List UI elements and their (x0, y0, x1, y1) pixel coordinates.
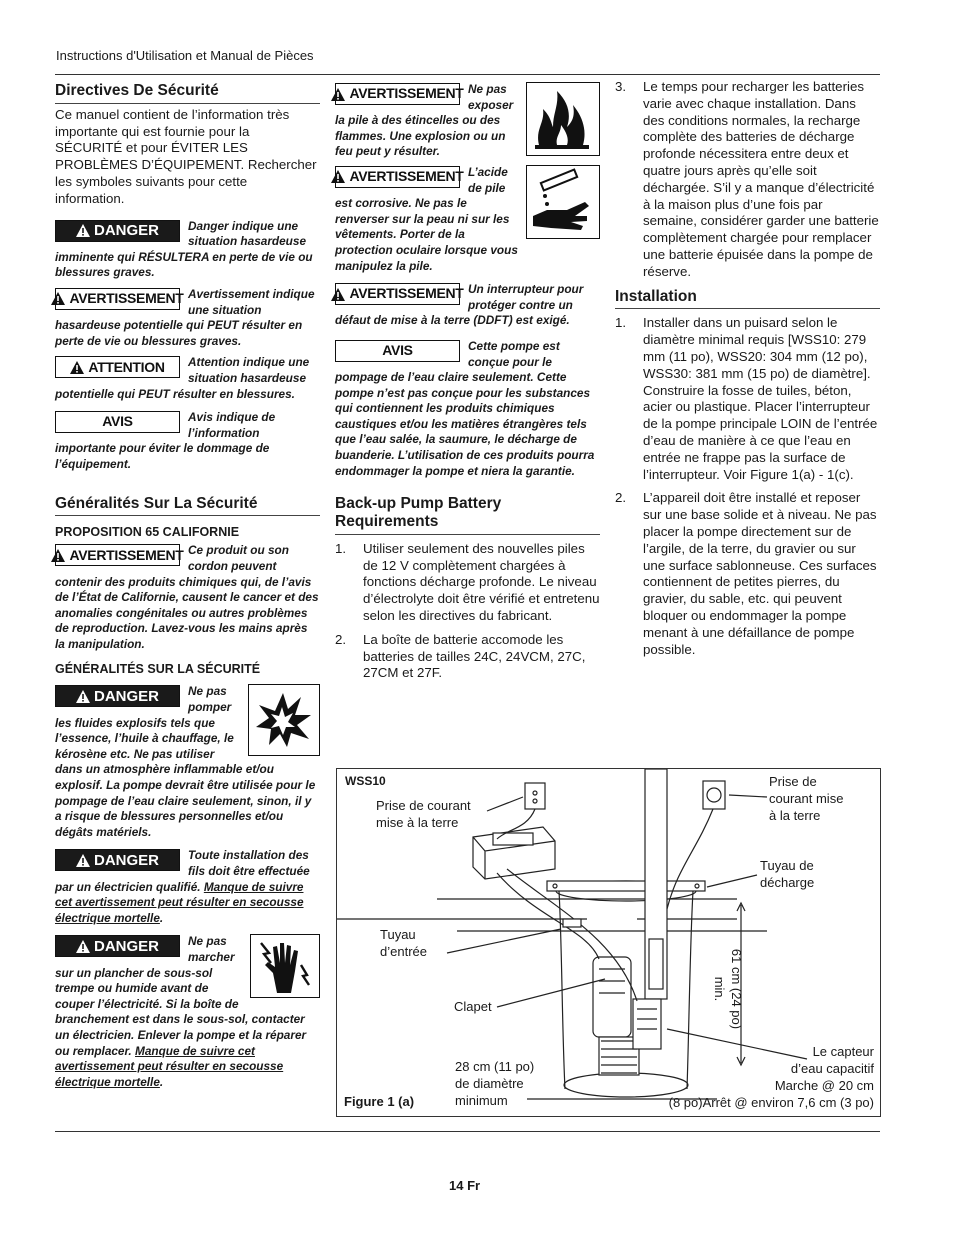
footer-rule (55, 1131, 880, 1132)
warning-triangle-icon (331, 170, 345, 183)
discharge-pipe-label: Tuyau de décharge (760, 858, 815, 890)
list-item: 1. Installer dans un puisard selon le diamètre minimal requis [WSS10: 279 mm (11 po), WSS20: 304 mm (12 po), WSS30: 381 mm (15 po) de diamètre]. Construire la fosse de tuiles, béton, acier ou plastique. Placer l’interrupteur de la pompe principale LOIN de l’entrée d’eau de manière à ce que l’eau en entrée ne frappe pas la surface de l’interrupteur. Voir Figure 1(a) - 1(c). (615, 315, 878, 482)
inlet-pipe-label: Tuyau d’entrée (380, 927, 427, 959)
figure-model-label: WSS10 (345, 774, 386, 788)
avertissement-label: AVERTISSEMENT (335, 83, 460, 105)
avis-label: AVIS (55, 411, 180, 433)
column-3 (615, 79, 880, 665)
battery-requirements-list (335, 541, 600, 682)
danger-electrician: DANGER Toute installation des fils doit être effectuée par un électricien qualifié. Manque de suivre cet avertissement peut résulter en secousse électrique mortelle. (55, 848, 310, 925)
danger-definition: DANGER Danger indique une situation hasardeuse imminente qui RÉSULTERA en perte de vie ou blessures graves. (55, 218, 313, 280)
warning-triangle-icon (76, 940, 90, 953)
section-title-installation: Installation (615, 288, 880, 310)
section-title-battery-requirements: Back-up Pump Battery Requirements (335, 495, 600, 535)
general-safety-subtitle: GÉNÉRALITÉS SUR LA SÉCURITÉ (55, 662, 261, 677)
warning-triangle-icon (76, 224, 90, 237)
warning-triangle-icon (51, 549, 65, 562)
avertissement-label: AVERTISSEMENT (55, 288, 180, 310)
section-title-safety-directives: Directives De Sécurité (55, 82, 320, 104)
section-title-general-safety: Généralités Sur La Sécurité (55, 495, 320, 517)
electric-shock-hand-icon (250, 934, 320, 998)
list-item: 2. L’appareil doit être installé et reposer sur une base solide et à niveau. Ne pas placer la pompe directement sur de l’argile, de la terre, du gravier ou sur une surface sablonneuse. Ces surfaces contiennent de petites pierres, du gravier, du sable, etc. qui peuvent bloquer ou endommager la pompe menant à une défaillance de pompe possible. (615, 490, 877, 657)
avertissement-definition: AVERTISSEMENT Avertissement indique une situation hasardeuse potentielle qui PEUT résulter en perte de vie ou blessures graves. (55, 287, 320, 349)
header-rule (55, 74, 880, 75)
danger-label: DANGER (55, 220, 180, 242)
warning-sparks: AVERTISSEMENT Ne pas exposer la pile à des étincelles ou des flammes. Une explosion ou un feu peut y résulter. (335, 82, 600, 160)
acid-burn-icon (526, 165, 600, 239)
danger-label: DANGER (55, 685, 180, 707)
outlet-right-label: Prise de courant mise à la terre (769, 774, 844, 823)
battery-recharge-list (615, 79, 880, 281)
warning-triangle-icon (51, 292, 65, 305)
installation-list (615, 315, 880, 658)
avertissement-label: AVERTISSEMENT (335, 166, 460, 188)
prop65-title: PROPOSITION 65 CALIFORNIE (55, 525, 240, 540)
figure-caption: Figure 1 (a) (344, 1094, 415, 1109)
avis-definition: AVIS Avis indique de l’information importante pour éviter le dommage de l’équipement. (55, 410, 276, 471)
fire-icon (526, 82, 600, 156)
page-header: Instructions d'Utilisation et Manual de Pièces (56, 48, 314, 63)
list-item: 3. Le temps pour recharger les batteries varie avec chaque installation. Dans des conditions normales, la recharge complète des batteries de décharge profonde nécessitera entre deux et quatre jours après qu’elle soit déchargée. S’il y a manque d’électricité à la maison plus d’une fois par semaine, considérer garder une batterie complètement chargée pour remplacer une batterie épuisée dans la pompe de réserve. (615, 79, 879, 279)
warning-triangle-icon (331, 88, 345, 101)
danger-label: DANGER (55, 849, 180, 871)
attention-definition: ATTENTION Attention indique une situation hasardeuse potentielle qui PEUT résulter en blessures. (55, 355, 310, 401)
attention-label: ATTENTION (55, 356, 180, 378)
prop65-warning: AVERTISSEMENT Ce produit ou son cordon peuvent contenir des produits chimiques qui, de l’avis de l’État de Californie, causent le cancer et des anomalies congénitales ou autres problèmes de reproduction. Lavez-vous les mains après la manipulation. (55, 543, 320, 652)
column-1 (55, 78, 320, 1090)
outlet-left-label: Prise de courant mise à la terre (376, 798, 471, 830)
avertissement-label: AVERTISSEMENT (55, 544, 180, 566)
avis-label: AVIS (335, 340, 460, 362)
danger-wet-floor: DANGER Ne pas marcher sur un plancher de sous-sol trempe ou humide avant de couper l’électricité. Si la boîte de branchement est dans le sous-sol, contacter un électricien. Enlever la pompe et la réparer ou remplacer. Manque de suivre cet avertissement peut résulter en secousse électrique mortelle. (55, 934, 320, 1090)
warning-triangle-icon (76, 854, 90, 867)
avertissement-label: AVERTISSEMENT (335, 283, 460, 305)
figure-1a (336, 768, 881, 1117)
list-item: 2. La boîte de batterie accomode les batteries de tailles 24C, 24VCM, 27C, 27CM et 27F. (335, 631, 586, 681)
sensor-label: Le capteur d’eau capacitif Marche @ 20 cm (8 po)Arrêt @ environ 7,6 cm (3 po) (668, 1044, 874, 1110)
diameter-label: 28 cm (11 po) de diamètre minimum (455, 1059, 535, 1108)
warning-triangle-icon (76, 690, 90, 703)
explosion-icon (248, 684, 320, 756)
danger-explosive-fluids: DANGER Ne pas pomper les fluides explosifs tels que l’essence, l’huile à chauffage, le kérosène etc. Ne pas utiliser dans un atmosphère inflammable et/ou explosif. La pompe devrait être utilisée pour le pompage de l’eau claire seulement, sinon, il y a risque de blessures personnelles et/ou dégâts matériels. (55, 684, 320, 840)
column-2 (335, 82, 600, 689)
warning-gfci: AVERTISSEMENT Un interrupteur pour protéger contre un défaut de mise à la terre (DDFT) est exigé. (335, 282, 600, 329)
list-item: 1. Utiliser seulement des nouvelles piles de 12 V complètement chargées à fonctions décharge profonde. Le niveau d’électrolyte doit être vérifié et entretenu selon les directives du fabricant. (335, 540, 600, 624)
depth-label: 61 cm (24 po) min. (712, 948, 744, 1030)
warning-triangle-icon (331, 288, 345, 301)
warning-triangle-icon (70, 361, 84, 374)
avis-clear-water: AVIS Cette pompe est conçue pour le pompage de l’eau claire seulement. Cette pompe n’est pas conçue pour les substances qui contiennent les produits chimiques caustiques et/ou les matières étrangères tels que l’eau salée, la saumure, le décharge de buanderie. L’utilisation de ces produits pourra endommager la pompe et niera la garantie. (335, 338, 595, 478)
danger-label: DANGER (55, 935, 180, 957)
warning-acid: AVERTISSEMENT L’acide de pile est corrosive. Ne pas le renverser sur la peau ni sur les vêtements. Porter de la protection oculaire lorsque vous manipulez la pile. (335, 165, 600, 274)
page-number: 14 Fr (449, 1178, 481, 1193)
safety-intro: Ce manuel contient de l’information très importante qui est fournie pour la SÉCURITÉ et pour ÉVITER LES PROBLÈMES D’ÉQUIPEMENT. Rechercher les symboles suivants pour cette information. (55, 106, 317, 206)
valve-label: Clapet (454, 999, 492, 1014)
